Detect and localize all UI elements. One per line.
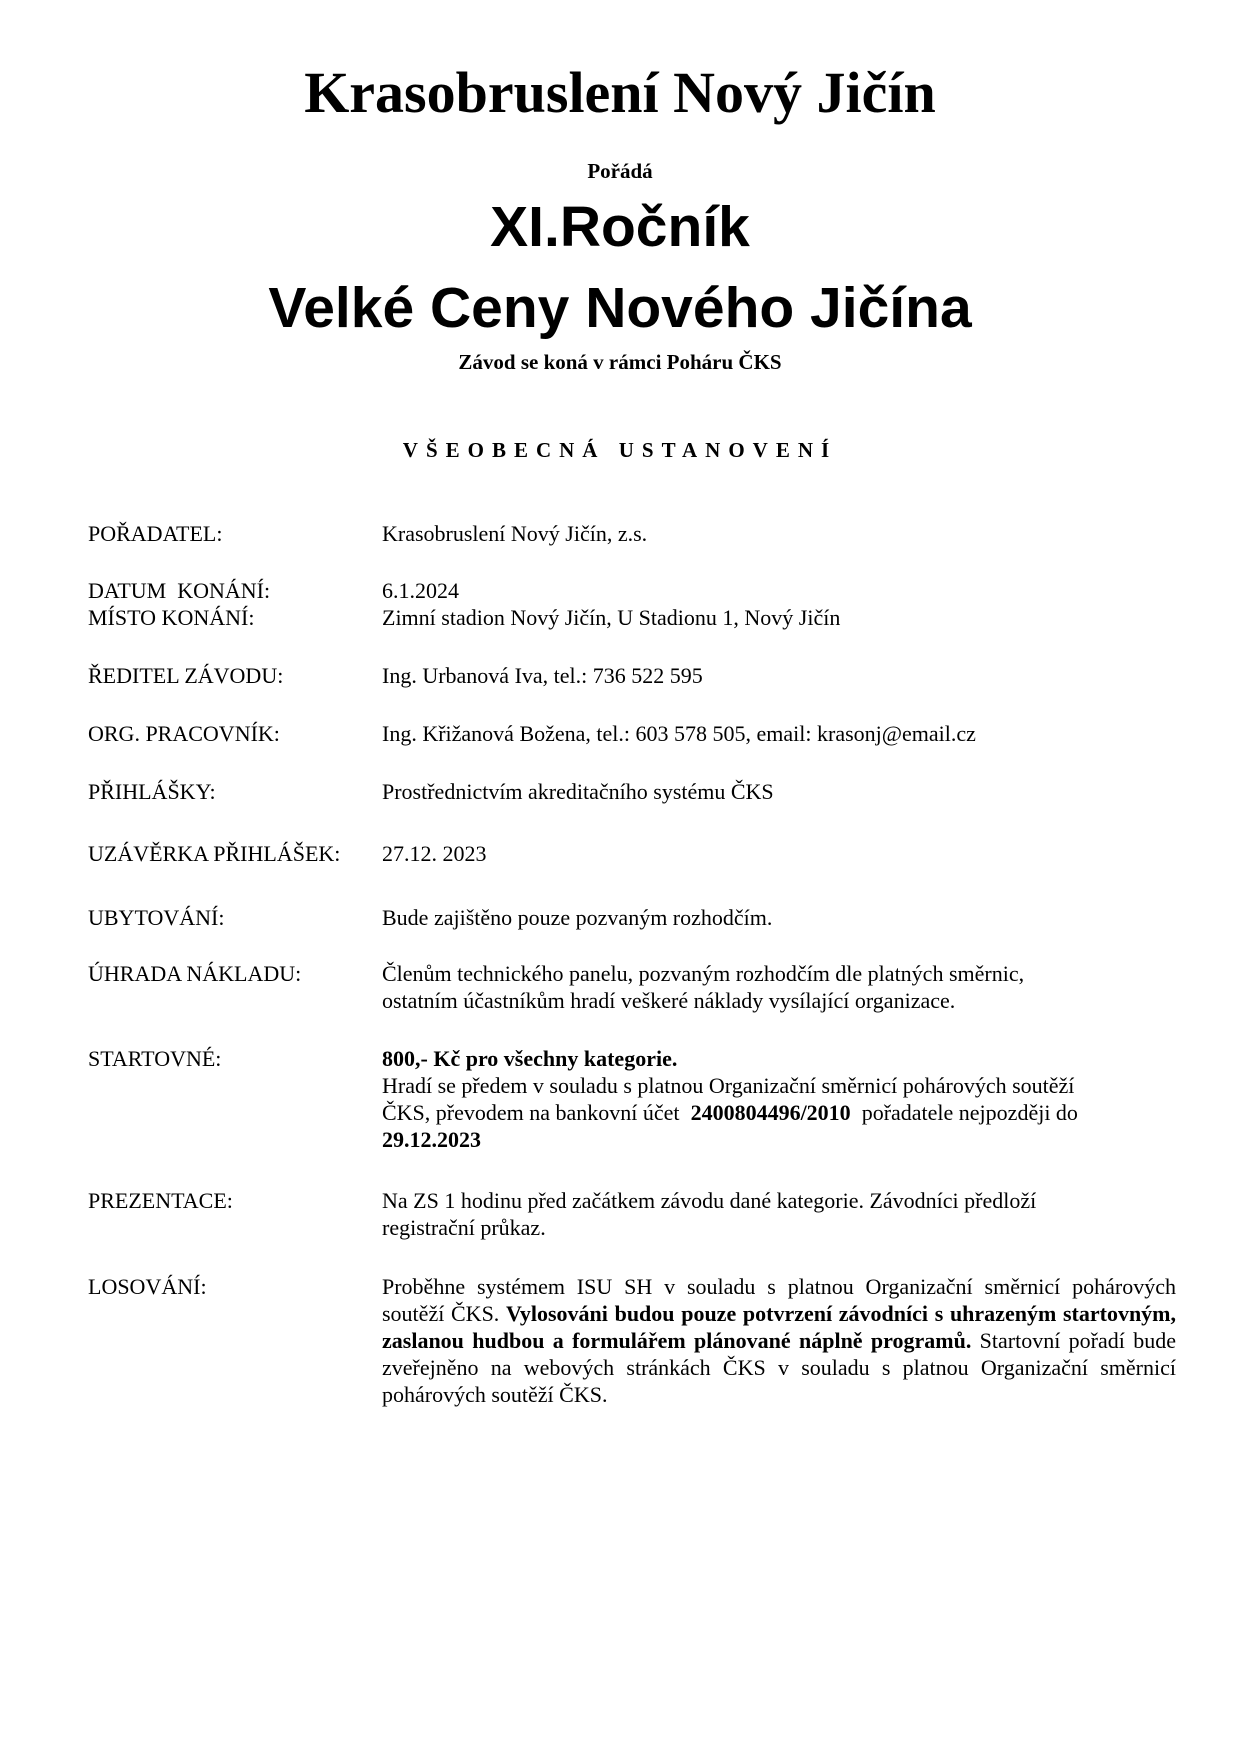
field-value: Prostřednictvím akreditačního systému ČKS [382,779,774,804]
field-value-line [382,1099,1176,1126]
field-label: PREZENTACE: [88,1188,233,1213]
field-label: STARTOVNÉ: [88,1046,222,1071]
field-value-line: ostatním účastníkům hradí veškeré náklady vysílající organizace. [382,988,956,1013]
payment-deadline: 29.12.2023 [382,1127,481,1152]
field-value: Zimní stadion Nový Jičín, U Stadionu 1, Nový Jičín [382,605,841,630]
edition-title: XI.Ročník [490,195,750,259]
field-value [382,960,1176,1014]
field-label: UBYTOVÁNÍ: [88,905,225,930]
field-value-line: Členům technického panelu, pozvaným rozhodčím dle platných směrnic, [382,961,1025,986]
draw-text: Proběhne systémem ISU SH v souladu s platnou Organizační směrnicí pohárových soutěží ČKS. [382,1274,1176,1326]
presents-label: Pořádá [587,159,653,183]
field-value-line: Na ZS 1 hodinu před začátkem závodu dané kategorie. Závodníci předloží [382,1188,1037,1213]
field-label: MÍSTO KONÁNÍ: [88,605,255,630]
bank-account: 2400804496/2010 [690,1100,851,1125]
field-label: ORG. PRACOVNÍK: [88,721,280,746]
field-value: Ing. Křižanová Božena, tel.: 603 578 505, email: krasonj@email.cz [382,721,976,746]
field-value [382,1187,1176,1241]
draw-condition: Vylosováni budou pouze potvrzení závodníci s uhrazeným startovným, zaslanou hudbou a formulářem plánované náplně programů. [382,1301,1176,1353]
event-subtitle: Závod se koná v rámci Poháru ČKS [458,350,782,374]
field-label: PŘIHLÁŠKY: [88,779,216,804]
field-label: LOSOVÁNÍ: [88,1274,207,1299]
field-value: 27.12. 2023 [382,841,487,866]
field-value [382,1045,1176,1153]
entry-fee: 800,- Kč pro všechny kategorie. [382,1046,678,1071]
field-label: DATUM KONÁNÍ: [88,578,271,603]
payment-text: ČKS, převodem na bankovní účet [382,1100,691,1125]
organizer-title: Krasobruslení Nový Jičín [304,60,936,125]
field-label: ÚHRADA NÁKLADU: [88,961,302,986]
field-label: ŘEDITEL ZÁVODU: [88,663,284,688]
payment-text: pořadatele nejpozději do [850,1100,1078,1125]
field-value: Bude zajištěno pouze pozvaným rozhodčím. [382,905,773,930]
field-value: 6.1.2024 [382,578,459,603]
section-title: VŠEOBECNÁ USTANOVENÍ [402,438,838,462]
event-title: Velké Ceny Nového Jičína [268,276,972,340]
field-value [382,1273,1176,1408]
field-value: Krasobruslení Nový Jičín, z.s. [382,521,648,546]
field-value: Ing. Urbanová Iva, tel.: 736 522 595 [382,663,703,688]
field-label: UZÁVĚRKA PŘIHLÁŠEK: [88,841,341,866]
field-value-line: Hradí se předem v souladu s platnou Organizační směrnicí pohárových soutěží [382,1073,1075,1098]
field-label: POŘADATEL: [88,521,223,546]
draw-text: Startovní pořadí bude zveřejněno na webových stránkách ČKS v souladu s platnou Organizační směrnicí pohárových soutěží ČKS. [382,1328,1176,1407]
field-value-line: registrační průkaz. [382,1215,546,1240]
